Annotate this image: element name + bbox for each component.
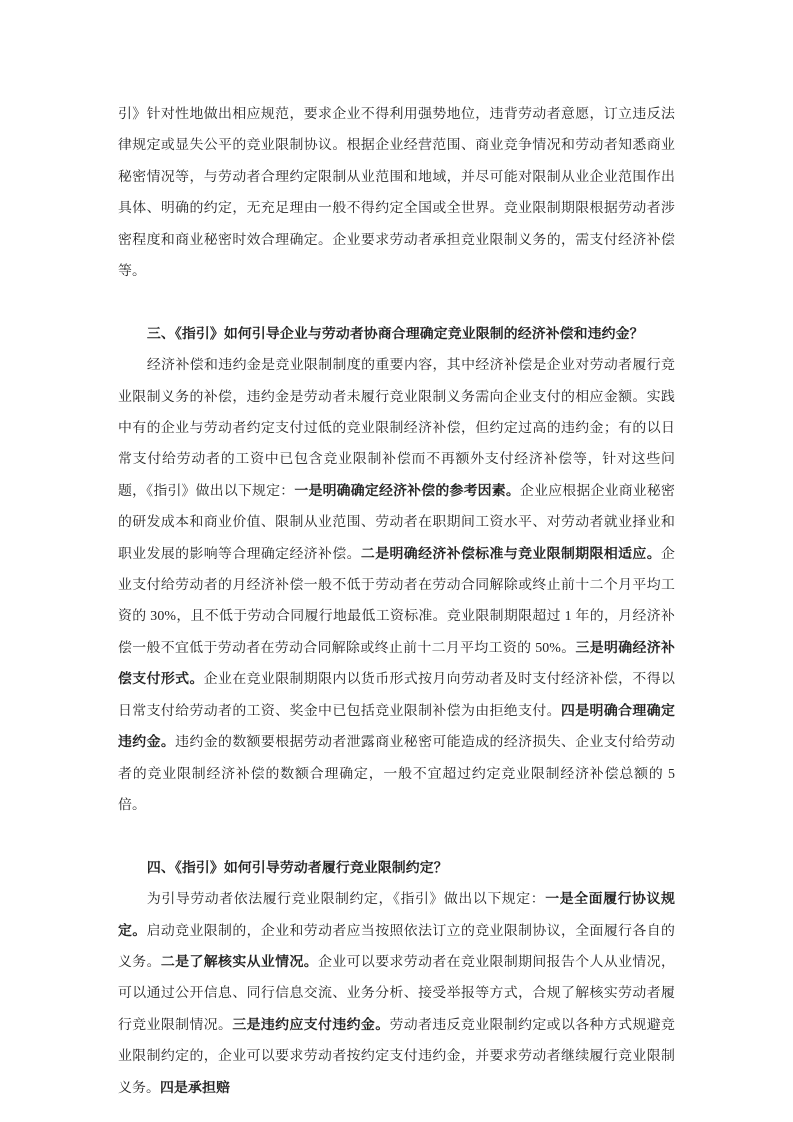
text-run: 劳动者违反竞业限制约定或以各种方式规避竞业限制约定的，企业可以要求劳动者按约定支付违约金，并要求劳动者继续履行竞业限制义务。: [118, 1017, 675, 1096]
continuation-paragraph: [118, 99, 675, 287]
emphasis-run: 四是明确合理确定违约金。: [118, 703, 675, 751]
emphasis-run: 二是明确经济补偿标准与竞业限制期限相适应。: [360, 546, 661, 562]
text-run: 违约金的数额要根据劳动者泄露商业秘密可能造成的经济损失、企业支付给劳动者的竞业限制经济补偿的数额合理确定，一般不宜超过约定竞业限制经济补偿总额的 5 倍。: [118, 735, 675, 813]
text-run: 企业可以要求劳动者在竞业限制期间报告个人从业情况，可以通过公开信息、同行信息交流、业务分析、接受举报等方式，合规了解核实劳动者履行竞业限制情况。: [118, 954, 675, 1033]
emphasis-run: 二是了解核实从业情况。: [160, 954, 319, 970]
text-run: 企业在竞业限制期限内以货币形式按月向劳动者及时支付经济补偿，不得以日常支付给劳动者的工资、奖金中已包括竞业限制补偿为由拒绝支付。: [118, 672, 675, 719]
text-run: 启动竞业限制的，企业和劳动者应当按照依法订立的竞业限制协议，全面履行各自的义务。: [118, 923, 675, 970]
text-run: 为引导劳动者依法履行竞业限制约定，《指引》做出以下规定：: [146, 892, 546, 908]
emphasis-run: 四是承担赔: [159, 1080, 230, 1096]
section-3-paragraph: [118, 350, 675, 821]
emphasis-run: 一是全面履行协议规定。: [118, 892, 675, 939]
section-4-paragraph: [118, 884, 675, 1104]
section-3-heading: 三、《指引》如何引导企业与劳动者协商合理确定竞业限制的经济补偿和违约金？: [146, 326, 644, 342]
text-run: 引》针对性地做出相应规范，要求企业不得利用强势地位，违背劳动者意愿，订立违反法律规定或显失公平的竞业限制协议。根据企业经营范围、商业竞争情况和劳动者知悉商业秘密情况等，与劳动者合理约定限制从业范围和地域，并尽可能对限制从业企业范围作出具体、明确的约定，无充足理由一般不得约定全国或全世界。竞业限制期限根据劳动者涉密程度和商业秘密时效合理确定。企业要求劳动者承担竞业限制义务的，需支付经济补偿等。: [118, 107, 675, 280]
emphasis-run: 三是违约应支付违约金。: [232, 1017, 390, 1033]
section-4-heading: 四、《指引》如何引导劳动者履行竞业限制约定？: [146, 860, 448, 876]
emphasis-run: 一是明确确定经济补偿的参考因素。: [294, 483, 520, 499]
text-run: 企业支付给劳动者的月经济补偿一般不低于劳动者在劳动合同解除或终止前十二个月平均工资的 30%，且不低于劳动合同履行地最低工资标准。竞业限制期限超过 1 年的，月经济补偿一般不宜低于劳动者在劳动合同解除或终止前十二月平均工资的 50%。: [118, 546, 675, 656]
text-run: 经济补偿和违约金是竞业限制制度的重要内容，其中经济补偿是企业对劳动者履行竞业限制义务的补偿，违约金是劳动者未履行竞业限制义务需向企业支付的相应金额。实践中有的企业与劳动者约定支付过低的竞业限制经济补偿，但约定过高的违约金；有的以日常支付给劳动者的工资中已包含竞业限制补偿而不再额外支付经济补偿等，针对这些问题，《指引》做出以下规定：: [118, 358, 675, 499]
emphasis-run: 三是明确经济补偿支付形式。: [118, 640, 675, 688]
text-run: 企业应根据企业商业秘密的研发成本和商业价值、限制从业范围、劳动者在职期间工资水平、对劳动者就业择业和职业发展的影响等合理确定经济补偿。: [118, 483, 676, 562]
